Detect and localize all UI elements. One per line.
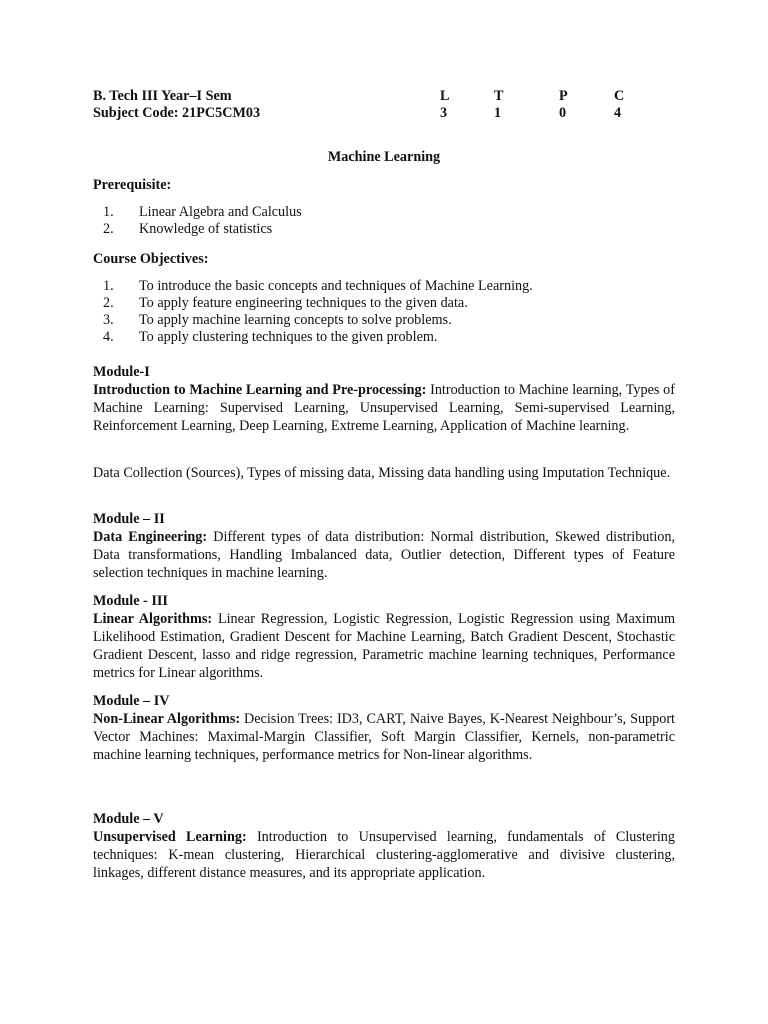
col-l-label: L: [440, 88, 450, 104]
program-label: B. Tech III Year–I Sem: [93, 88, 232, 104]
module-2-text: [93, 528, 675, 582]
list-item: [93, 329, 693, 346]
list-text: Linear Algebra and Calculus: [139, 204, 302, 220]
module-3-text: [93, 610, 675, 682]
list-number: 2.: [103, 221, 114, 237]
module-1-title: Module-I: [93, 364, 150, 380]
list-text: To apply clustering techniques to the given problem.: [139, 329, 438, 345]
module-5-text: [93, 828, 675, 882]
header-row-1: [93, 87, 693, 105]
col-l-value: 3: [440, 105, 448, 121]
list-number: 2.: [103, 295, 114, 311]
objectives-list: [93, 278, 693, 346]
module-5-lead: Unsupervised Learning:: [93, 829, 247, 845]
module-4-title: Module – IV: [93, 693, 170, 709]
module-1-text: [93, 381, 675, 435]
col-t-value: 1: [494, 105, 502, 121]
list-item: [93, 278, 693, 295]
module-3-lead: Linear Algorithms:: [93, 611, 213, 627]
module-4-body: Decision Trees: ID3, CART, Naive Bayes, K-Nearest Neighbour’s, Support Vector Machines: Maximal-Margin Classifier, Soft Margin Classifier, Kernels, non-parametric machine learning techniques, performance metrics for Non-linear algorithms.: [93, 711, 675, 763]
subject-code: Subject Code: 21PC5CM03: [93, 105, 261, 121]
module-2-title: Module – II: [93, 511, 165, 527]
header-row-2: [93, 104, 693, 122]
module-3-body: Linear Regression, Logistic Regression, Logistic Regression using Maximum Likelihood Estimation, Gradient Descent for Machine Learning, Batch Gradient Descent, Stochastic Gradient Descent, lasso and ridge regression, Parametric machine learning techniques, Performance metrics for Linear algorithms.: [93, 611, 675, 681]
list-number: 4.: [103, 329, 114, 345]
prerequisite-heading: Prerequisite:: [93, 177, 172, 193]
list-text: To apply feature engineering techniques to the given data.: [139, 295, 468, 311]
module-1-extra: Data Collection (Sources), Types of missing data, Missing data handling using Imputation Technique.: [93, 465, 671, 481]
objectives-heading: Course Objectives:: [93, 251, 209, 267]
module-5-title: Module – V: [93, 811, 164, 827]
module-4-lead: Non-Linear Algorithms:: [93, 711, 241, 727]
col-p-label: P: [559, 88, 568, 104]
list-item: [93, 204, 693, 221]
list-number: 3.: [103, 312, 114, 328]
module-4-text: [93, 710, 675, 764]
module-1-body: Introduction to Machine learning, Types of Machine Learning: Supervised Learning, Unsupervised Learning, Semi-supervised Learning, Reinforcement Learning, Deep Learning, Extreme Learning, Application of Machine learning.: [93, 382, 675, 434]
list-text: To apply machine learning concepts to solve problems.: [139, 312, 452, 328]
col-c-label: C: [614, 88, 625, 104]
col-c-value: 4: [614, 105, 622, 121]
list-item: [93, 312, 693, 329]
list-text: Knowledge of statistics: [139, 221, 273, 237]
page-title: Machine Learning: [327, 149, 441, 165]
module-2-lead: Data Engineering:: [93, 529, 208, 545]
module-1-lead: Introduction to Machine Learning and Pre-processing:: [93, 382, 427, 398]
list-text: To introduce the basic concepts and techniques of Machine Learning.: [139, 278, 533, 294]
module-2-body: Different types of data distribution: Normal distribution, Skewed distribution, Data transformations, Handling Imbalanced data, Outlier detection, Different types of Feature selection techniques in machine learning.: [93, 529, 675, 581]
list-item: [93, 221, 693, 238]
module-3-title: Module - III: [93, 593, 168, 609]
list-number: 1.: [103, 204, 114, 220]
list-number: 1.: [103, 278, 114, 294]
col-t-label: T: [494, 88, 504, 104]
module-5-body: Introduction to Unsupervised learning, fundamentals of Clustering techniques: K-mean clustering, Hierarchical clustering-agglomerative and divisive clustering, linkages, different distance measures, and its appropriate application.: [93, 829, 675, 881]
list-item: [93, 295, 693, 312]
col-p-value: 0: [559, 105, 567, 121]
prerequisite-list: [93, 204, 693, 238]
